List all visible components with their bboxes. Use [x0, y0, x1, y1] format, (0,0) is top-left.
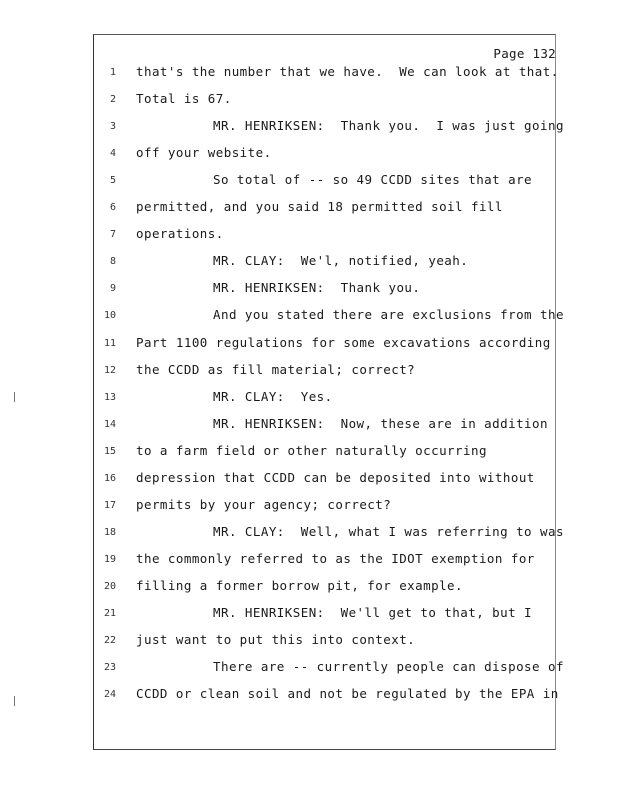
line-number: 19 — [103, 553, 116, 565]
line-number: 10 — [103, 310, 116, 322]
line-number: 9 — [109, 283, 116, 295]
line-text: MR. HENRIKSEN: Thank you. — [213, 280, 421, 296]
line-number: 15 — [103, 445, 116, 457]
transcript-line — [0, 223, 618, 250]
line-number: 13 — [103, 391, 116, 403]
line-text: There are -- currently people can dispose of — [213, 659, 564, 675]
line-number: 8 — [109, 256, 116, 268]
line-number: 20 — [103, 580, 116, 592]
line-text: So total of -- so 49 CCDD sites that are — [213, 172, 533, 188]
line-number: 22 — [103, 635, 116, 647]
margin-mark-left-top — [14, 392, 15, 402]
line-text: MR. HENRIKSEN: We'll get to that, but I — [213, 605, 533, 620]
line-text: Total is 67. — [136, 91, 232, 107]
transcript-line — [0, 440, 618, 467]
line-text: filling a former borrow pit, for example. — [136, 577, 464, 593]
transcript-line — [0, 602, 618, 629]
transcript-line — [0, 386, 618, 413]
line-number: 23 — [103, 662, 116, 674]
transcript-line — [0, 115, 618, 142]
line-number: 16 — [103, 472, 116, 484]
line-text: MR. HENRIKSEN: Now, these are in addition — [213, 415, 548, 431]
transcript-line — [0, 413, 618, 440]
line-text: to a farm field or other naturally occurring — [136, 442, 487, 458]
line-number: 1 — [109, 67, 116, 78]
line-number: 7 — [109, 229, 116, 241]
transcript-line — [0, 521, 618, 548]
transcript-line — [0, 88, 618, 115]
transcript-line — [0, 196, 618, 223]
transcript-line — [0, 656, 618, 683]
margin-mark-left-bottom — [14, 696, 15, 706]
line-text: permitted, and you said 18 permitted soil fill — [136, 199, 503, 215]
line-text: MR. CLAY: Well, what I was referring to was — [213, 523, 564, 539]
line-text: just want to put this into context. — [136, 632, 416, 648]
transcript-line — [0, 142, 618, 169]
line-text: MR. CLAY: We'l, notified, yeah. — [213, 253, 469, 269]
line-number: 4 — [109, 148, 116, 160]
transcript-line — [0, 629, 618, 656]
line-text: And you stated there are exclusions from the — [213, 307, 564, 323]
line-number: 18 — [103, 526, 116, 538]
transcript-line — [0, 304, 618, 331]
line-number: 6 — [109, 202, 116, 214]
line-text: the CCDD as fill material; correct? — [136, 361, 416, 377]
page-number: Page 132 — [493, 46, 556, 61]
line-text: off your website. — [136, 145, 272, 161]
line-text: MR. HENRIKSEN: Thank you. I was just going — [213, 118, 564, 134]
line-text: that's the number that we have. We can look at that. — [136, 64, 559, 79]
transcript-line — [0, 277, 618, 304]
line-number: 3 — [109, 121, 116, 133]
line-text: the commonly referred to as the IDOT exemption for — [136, 550, 535, 566]
line-number: 21 — [103, 608, 116, 619]
line-number: 14 — [103, 418, 116, 430]
line-text: MR. CLAY: Yes. — [213, 388, 333, 404]
transcript-line — [0, 575, 618, 602]
line-number: 11 — [103, 337, 116, 349]
transcript-line — [0, 494, 618, 521]
transcript-line — [0, 467, 618, 494]
transcript-line — [0, 250, 618, 277]
line-number: 17 — [103, 499, 116, 511]
line-number: 24 — [103, 689, 116, 701]
line-text: depression that CCDD can be deposited into without — [136, 469, 535, 485]
transcript-line — [0, 683, 618, 710]
line-text: permits by your agency; correct? — [136, 496, 392, 512]
line-text: CCDD or clean soil and not be regulated by the EPA in — [136, 686, 559, 702]
transcript-line — [0, 61, 618, 88]
line-number: 5 — [109, 175, 116, 187]
line-number: 12 — [103, 364, 116, 376]
transcript-line — [0, 169, 618, 196]
line-number: 2 — [109, 94, 116, 106]
line-text: Part 1100 regulations for some excavations according — [136, 334, 551, 350]
transcript-line — [0, 548, 618, 575]
line-text: operations. — [136, 226, 224, 242]
transcript-line — [0, 332, 618, 359]
transcript-line — [0, 359, 618, 386]
